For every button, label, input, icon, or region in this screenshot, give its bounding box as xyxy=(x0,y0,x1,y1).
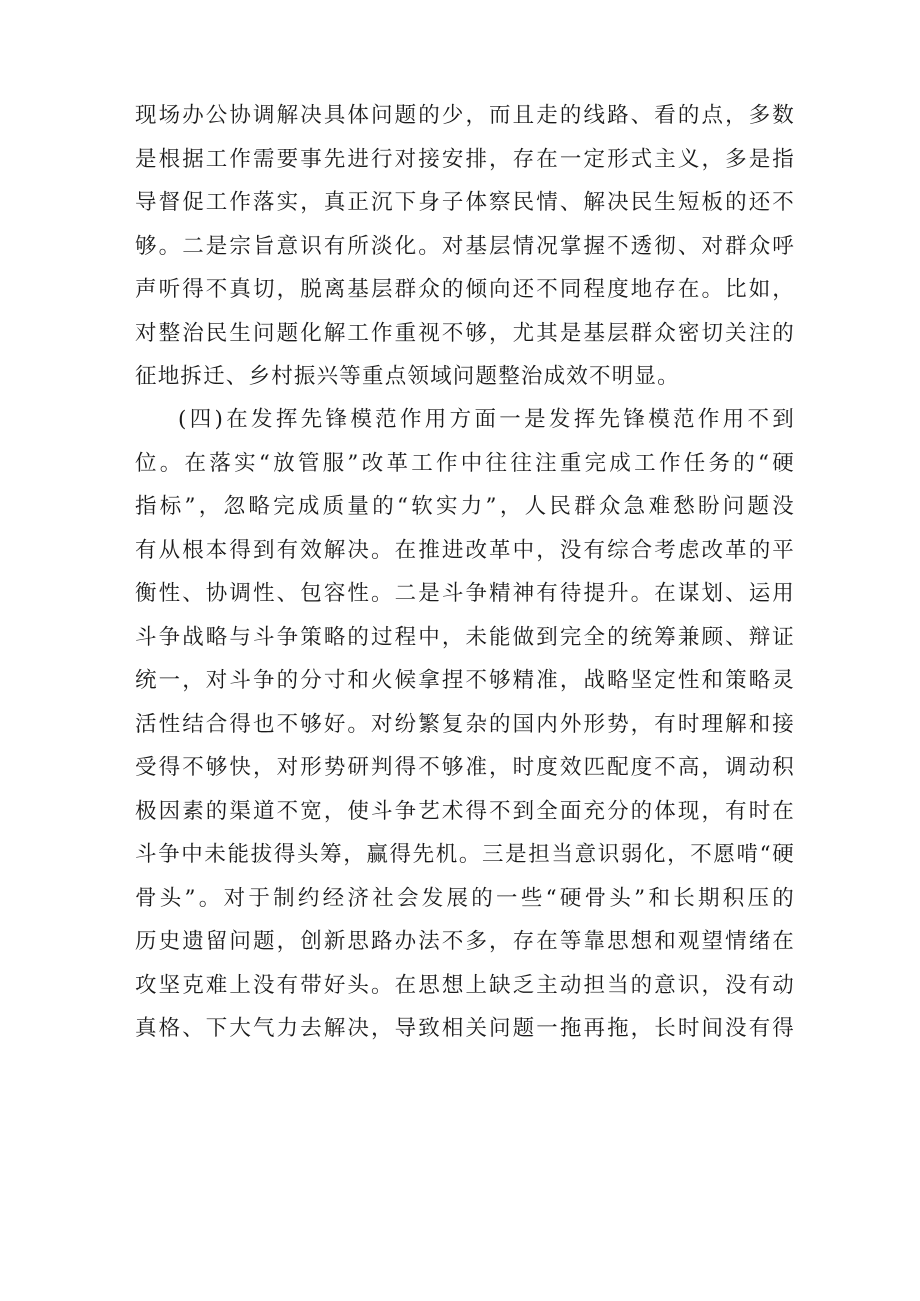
paragraph-1-line: 征地拆迁、乡村振兴等重点领域问题整治成效不明显。 xyxy=(135,364,680,389)
paragraph-2-line: 真格、下大气力去解决，导致相关问题一拖再拖，长时间没有得 xyxy=(135,1016,795,1041)
paragraph-2-line: (四)在发挥先锋模范作用方面一是发挥先锋模范作用不到 xyxy=(178,407,795,432)
paragraph-1-line: 够。二是宗旨意识有所淡化。对基层情况掌握不透彻、对群众呼 xyxy=(135,233,795,259)
paragraph-2-line: 活性结合得也不够好。对纷繁复杂的国内外形势，有时理解和接 xyxy=(135,711,795,737)
paragraph-2-line: 历史遗留问题，创新思路办法不多，存在等靠思想和观望情绪在 xyxy=(135,929,795,954)
paragraph-1-line: 现场办公协调解决具体问题的少，而且走的线路、看的点，多数 xyxy=(135,103,795,128)
paragraph-1 xyxy=(135,94,795,399)
paragraph-2-line: 衡性、协调性、包容性。二是斗争精神有待提升。在谋划、运用 xyxy=(135,581,795,606)
paragraph-2-line: 骨头”。对于制约经济社会发展的一些“硬骨头”和长期积压的 xyxy=(135,885,795,911)
paragraph-2-line: 位。在落实“放管服”改革工作中往往注重完成工作任务的“硬 xyxy=(135,450,795,476)
paragraph-2-line: 极因素的渠道不宽，使斗争艺术得不到全面充分的体现，有时在 xyxy=(135,798,795,824)
paragraph-1-line: 是根据工作需要事先进行对接安排，存在一定形式主义，多是指 xyxy=(135,146,795,172)
paragraph-2-line: 指标”，忽略完成质量的“软实力”，人民群众急难愁盼问题没 xyxy=(135,494,795,519)
paragraph-2 xyxy=(135,398,795,1051)
paragraph-2-line: 斗争中未能拔得头筹，赢得先机。三是担当意识弱化，不愿啃“硬 xyxy=(135,842,795,867)
paragraph-2-line: 统一，对斗争的分寸和火候拿捏不够精准，战略坚定性和策略灵 xyxy=(135,668,795,693)
paragraph-2-line: 斗争战略与斗争策略的过程中，未能做到完全的统筹兼顾、辩证 xyxy=(135,624,795,650)
paragraph-2-line: 攻坚克难上没有带好头。在思想上缺乏主动担当的意识，没有动 xyxy=(135,972,795,998)
paragraph-2-line: 有从根本得到有效解决。在推进改革中，没有综合考虑改革的平 xyxy=(135,537,795,563)
paragraph-1-line: 声听得不真切，脱离基层群众的倾向还不同程度地存在。比如， xyxy=(135,277,795,302)
paragraph-1-line: 对整治民生问题化解工作重视不够，尤其是基层群众密切关注的 xyxy=(135,320,795,346)
paragraph-2-line: 受得不够快，对形势研判得不够准，时度效匹配度不高，调动积 xyxy=(135,755,795,780)
paragraph-1-line: 导督促工作落实，真正沉下身子体察民情、解决民生短板的还不 xyxy=(135,190,795,215)
